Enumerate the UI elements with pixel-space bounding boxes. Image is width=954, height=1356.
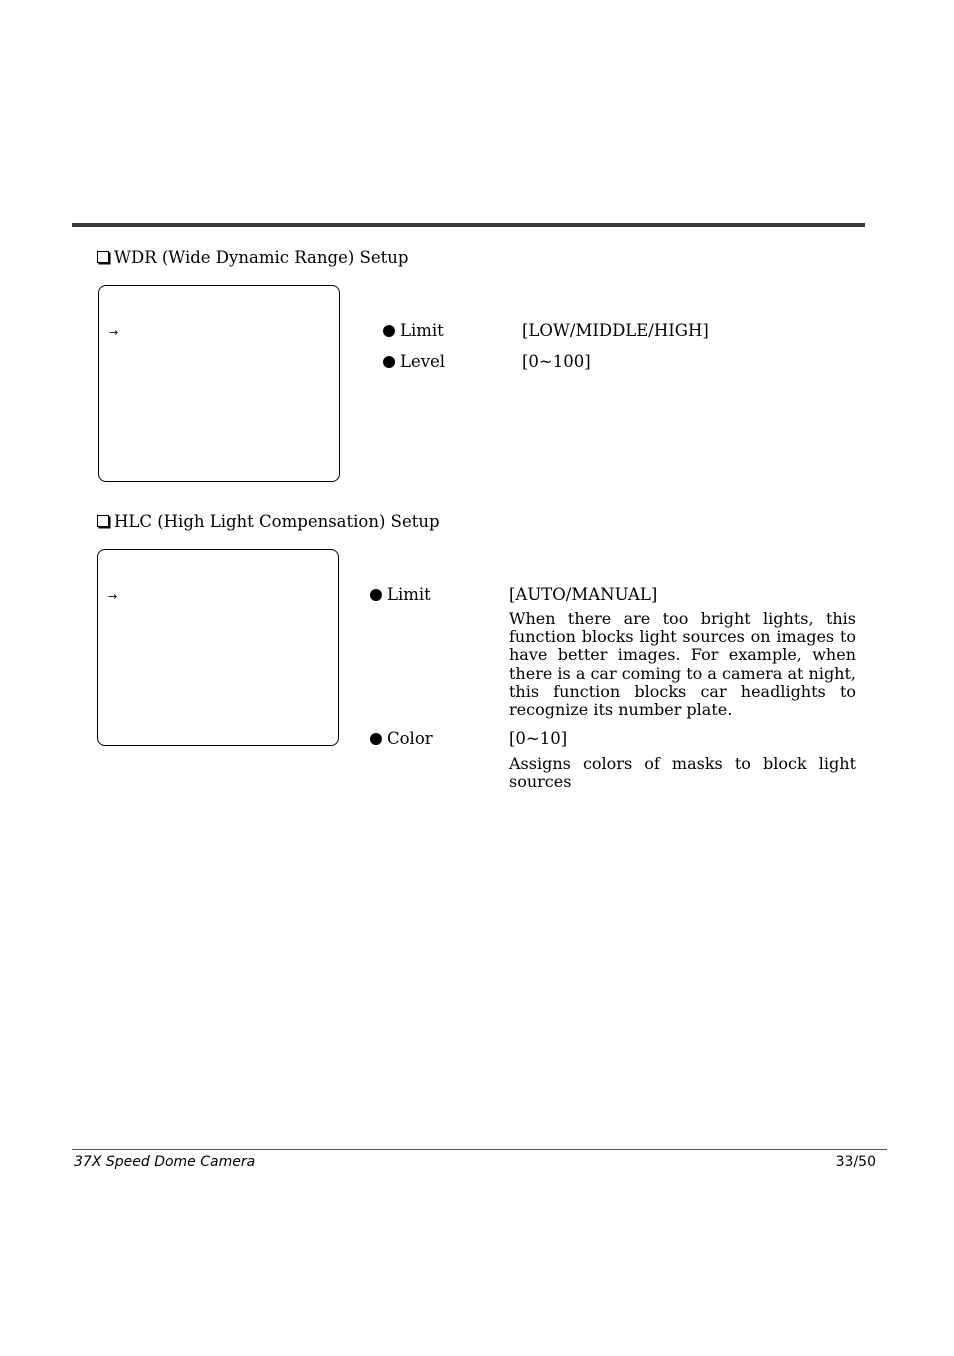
footer-document-title: 37X Speed Dome Camera bbox=[74, 1154, 256, 1170]
header-rule bbox=[72, 223, 865, 227]
checkbox-icon bbox=[97, 515, 109, 527]
page-number: 33/50 bbox=[835, 1154, 876, 1170]
wdr-limit-value: [LOW/MIDDLE/HIGH] bbox=[522, 321, 709, 340]
hlc-color-description: Assigns colors of masks to block light sources bbox=[509, 754, 856, 792]
hlc-section-title bbox=[97, 512, 440, 531]
hlc-osd-screen bbox=[97, 549, 339, 746]
bullet-icon bbox=[383, 356, 395, 368]
hlc-param-color bbox=[370, 729, 433, 748]
wdr-level-value: [0~100] bbox=[522, 352, 591, 371]
wdr-title-text: WDR (Wide Dynamic Range) Setup bbox=[114, 248, 409, 267]
hlc-color-value: [0~10] bbox=[509, 729, 568, 748]
bullet-icon bbox=[370, 589, 382, 601]
param-name: Limit bbox=[387, 585, 431, 604]
wdr-section-title bbox=[97, 248, 408, 267]
wdr-param-level bbox=[383, 352, 445, 371]
hlc-param-limit bbox=[370, 585, 431, 604]
param-name: Level bbox=[400, 352, 446, 371]
param-name: Limit bbox=[400, 321, 444, 340]
bullet-icon bbox=[370, 733, 382, 745]
cursor-arrow-icon: → bbox=[109, 326, 119, 339]
hlc-limit-value: [AUTO/MANUAL] bbox=[509, 585, 658, 604]
wdr-param-limit bbox=[383, 321, 444, 340]
bullet-icon bbox=[383, 325, 395, 337]
cursor-arrow-icon: → bbox=[108, 590, 118, 603]
checkbox-icon bbox=[97, 251, 109, 263]
footer-rule bbox=[72, 1149, 887, 1150]
param-name: Color bbox=[387, 729, 433, 748]
wdr-osd-screen bbox=[98, 285, 340, 482]
hlc-title-text: HLC (High Light Compensation) Setup bbox=[114, 512, 440, 531]
hlc-limit-description: When there are too bright lights, this function blocks light sources on images to have better images. For example, when there is a car coming to a camera at night, this function blocks car headlights to recognize its number plate. bbox=[509, 609, 856, 720]
